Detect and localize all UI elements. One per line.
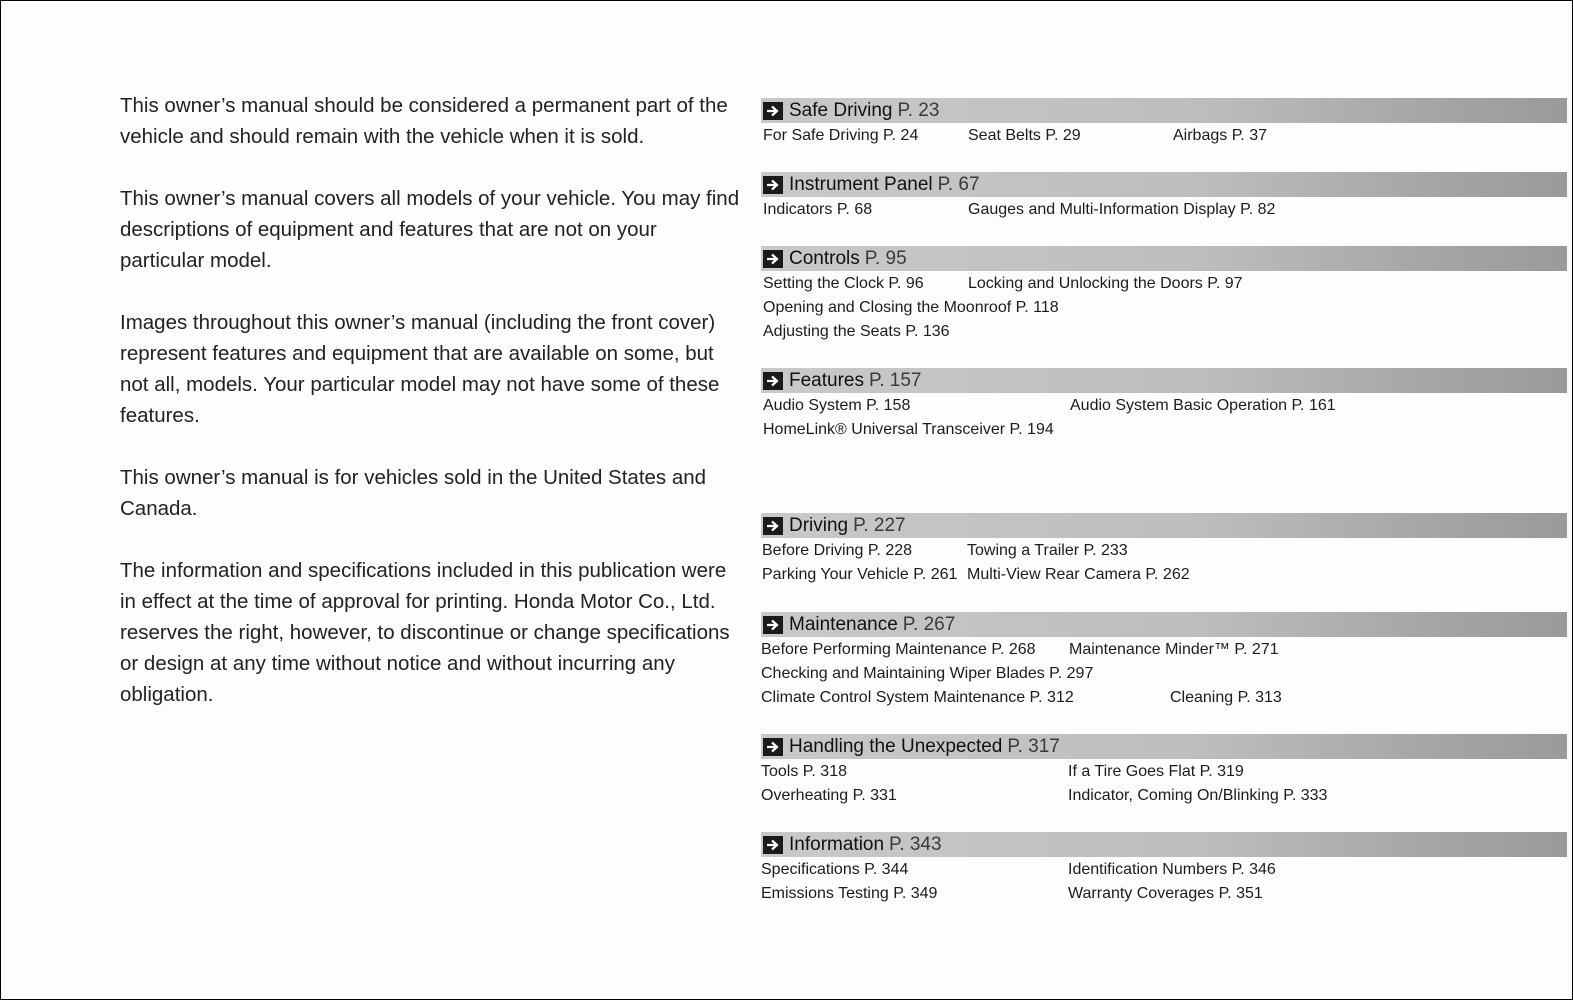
- toc-item[interactable]: Overheating P. 331: [761, 787, 897, 804]
- intro-text: [120, 90, 740, 741]
- section-title: Safe Driving: [789, 99, 893, 121]
- section-handling-the-unexpected: [761, 734, 1567, 811]
- section-header[interactable]: [761, 172, 1567, 197]
- section-title: Features: [789, 369, 864, 391]
- section-maintenance: [761, 612, 1567, 713]
- arrow-right-icon: [763, 836, 783, 854]
- toc-item[interactable]: Climate Control System Maintenance P. 312: [761, 689, 1074, 706]
- section-page: P. 23: [897, 99, 940, 121]
- toc-item[interactable]: Tools P. 318: [761, 763, 847, 780]
- toc-item[interactable]: Warranty Coverages P. 351: [1068, 885, 1263, 902]
- intro-paragraph-4: This owner’s manual is for vehicles sold in the United States and Canada.: [120, 466, 707, 520]
- toc-item[interactable]: HomeLink® Universal Transceiver P. 194: [763, 421, 1054, 438]
- toc-item[interactable]: Airbags P. 37: [1173, 127, 1267, 144]
- arrow-right-icon: [763, 738, 783, 756]
- toc-item[interactable]: Audio System P. 158: [763, 397, 911, 414]
- section-features: [761, 368, 1567, 445]
- section-page: P. 317: [1007, 735, 1060, 757]
- toc-item[interactable]: Gauges and Multi-Information Display P. 82: [968, 201, 1276, 218]
- toc-item[interactable]: Checking and Maintaining Wiper Blades P. 297: [761, 665, 1094, 682]
- section-safe-driving: [761, 98, 1567, 151]
- section-information: [761, 832, 1567, 909]
- section-page: P. 343: [889, 833, 942, 855]
- section-title: Information: [789, 833, 885, 855]
- section-header[interactable]: [761, 832, 1567, 857]
- arrow-right-icon: [763, 102, 783, 120]
- arrow-right-icon: [763, 372, 783, 390]
- toc-item[interactable]: Adjusting the Seats P. 136: [763, 323, 950, 340]
- toc-item[interactable]: Locking and Unlocking the Doors P. 97: [968, 275, 1243, 292]
- section-title: Instrument Panel: [789, 173, 933, 195]
- intro-paragraph-2: This owner’s manual covers all models of your vehicle. You may find descriptions of equipment and features that are not on your particular model.: [120, 187, 740, 272]
- section-page: P. 67: [937, 173, 980, 195]
- section-title: Maintenance: [789, 613, 898, 635]
- section-header[interactable]: [761, 98, 1567, 123]
- section-page: P. 227: [853, 514, 906, 536]
- toc-item[interactable]: Multi-View Rear Camera P. 262: [967, 566, 1190, 583]
- section-page: P. 157: [868, 369, 922, 391]
- section-page: P. 95: [864, 247, 907, 269]
- section-title: Controls: [789, 247, 860, 269]
- toc-item[interactable]: Seat Belts P. 29: [968, 127, 1081, 144]
- intro-paragraph-1: This owner’s manual should be considered a permanent part of the vehicle and should remain with the vehicle when it is sold.: [120, 94, 728, 148]
- toc-item[interactable]: Identification Numbers P. 346: [1068, 861, 1276, 878]
- toc-item[interactable]: Before Driving P. 228: [762, 542, 913, 559]
- toc-item[interactable]: Indicators P. 68: [763, 201, 873, 218]
- toc-item[interactable]: Parking Your Vehicle P. 261: [762, 566, 958, 583]
- arrow-right-icon: [763, 250, 783, 268]
- toc-item[interactable]: Before Performing Maintenance P. 268: [761, 641, 1036, 658]
- section-title: Driving: [789, 514, 849, 536]
- toc-item[interactable]: Indicator, Coming On/Blinking P. 333: [1068, 787, 1328, 804]
- toc-item[interactable]: Emissions Testing P. 349: [761, 885, 938, 902]
- section-instrument-panel: [761, 172, 1567, 225]
- toc-item[interactable]: Specifications P. 344: [761, 861, 909, 878]
- toc-item[interactable]: Cleaning P. 313: [1170, 689, 1282, 706]
- intro-paragraph-3: Images throughout this owner’s manual (including the front cover) represent features and equipment that are available on some, but not all, models. Your particular model may not have some of these features.: [120, 311, 720, 427]
- section-header[interactable]: [761, 368, 1567, 393]
- arrow-right-icon: [763, 517, 783, 535]
- toc-item[interactable]: Maintenance Minder™ P. 271: [1069, 641, 1279, 658]
- section-header[interactable]: [761, 734, 1567, 759]
- section-header[interactable]: [761, 612, 1567, 637]
- toc-item[interactable]: If a Tire Goes Flat P. 319: [1068, 763, 1244, 780]
- section-page: P. 267: [902, 613, 956, 635]
- toc-item[interactable]: Audio System Basic Operation P. 161: [1070, 397, 1336, 414]
- arrow-right-icon: [763, 176, 783, 194]
- section-controls: [761, 246, 1567, 347]
- toc-item[interactable]: Towing a Trailer P. 233: [967, 542, 1128, 559]
- section-header[interactable]: [761, 513, 1567, 538]
- section-header[interactable]: [761, 246, 1567, 271]
- arrow-right-icon: [763, 616, 783, 634]
- section-driving: [761, 513, 1567, 590]
- intro-paragraph-5: The information and specifications included in this publication were in effect at the time of approval for printing. Honda Motor Co., Ltd. reserves the right, however, to discontinue or change specifications or design at any time without notice and without incurring any obligation.: [120, 559, 730, 706]
- toc-item[interactable]: For Safe Driving P. 24: [763, 127, 919, 144]
- toc-item[interactable]: Setting the Clock P. 96: [763, 275, 924, 292]
- section-title: Handling the Unexpected: [789, 735, 1003, 757]
- toc-item[interactable]: Opening and Closing the Moonroof P. 118: [763, 299, 1059, 316]
